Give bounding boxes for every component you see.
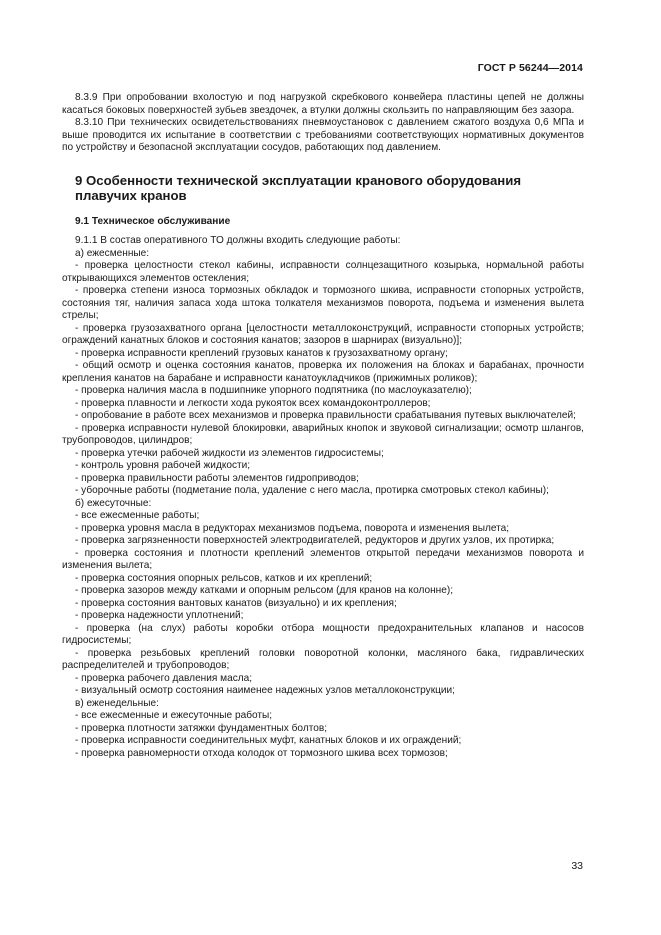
list-item: - все ежесменные работы;: [75, 510, 200, 521]
list-item: - проверка состояния и плотности креплений элементов открытой передачи механизмов поворота и изменения вылета;: [62, 547, 584, 571]
list-item: - визуальный осмотр состояния наименее надежных узлов металлоконструкции;: [75, 685, 455, 696]
list-item: - проверка правильности работы элементов гидроприводов;: [75, 472, 359, 484]
list-item: - проверка исправности соединительных муфт, канатных блоков и их ограждений;: [75, 735, 462, 746]
paragraph-8-3-10: 8.3.10 При технических освидетельствованиях пневмоустановок с давлением сжатого воздуха 0,6 МПа и выше проводится их испытание в соответствии с требованиями соответствующих нормативных документов по устройству и безопасной эксплуатации сосудов, работающих под давлением.: [62, 117, 584, 153]
list-item: - проверка степени износа тормозных обкладок и тормозного шкива, исправности стопорных устройств, состояния тяг, наличия запаса хода штока толкателя механизмов поворота, подъема и изменения вылета стрелы;: [62, 285, 584, 321]
list-item: - общий осмотр и оценка состояния канатов, проверка их положения на блоках и барабанах, прочности крепления канатов на барабане и исправности канатоукладчиков (прижимных роликов);: [62, 360, 584, 384]
list-item: - проверка целостности стекол кабины, исправности солнцезащитного козырька, нормальной работы открывающихся элементов остекления;: [62, 260, 584, 284]
list-item: - проверка плотности затяжки фундаментных болтов;: [75, 722, 327, 734]
list-item: 9.1.1 В состав оперативного ТО должны входить следующие работы:: [75, 235, 401, 246]
standard-code: ГОСТ Р 56244—2014: [477, 62, 583, 74]
list-item: - проверка состояния опорных рельсов, катков и их креплений;: [75, 572, 373, 584]
list-item: - проверка исправности нулевой блокировки, аварийных кнопок и звуковой сигнализации; осмотр шлангов, трубопроводов, цилиндров;: [62, 422, 584, 446]
work-list: [62, 235, 584, 760]
list-item: - проверка равномерности отхода колодок от тормозного шкива всех тормозов;: [75, 747, 448, 759]
list-item: - проверка состояния вантовых канатов (визуально) и их крепления;: [75, 597, 397, 609]
list-item: в) еженедельные:: [75, 697, 159, 709]
list-item: - все ежесменные и ежесуточные работы;: [75, 710, 273, 721]
list-item: - проверка плавности и легкости хода рукояток всех командоконтроллеров;: [75, 397, 431, 409]
list-item: - опробование в работе всех механизмов и проверка правильности срабатывания путевых выключателей;: [75, 410, 576, 421]
list-item: - проверка (на слух) работы коробки отбора мощности предохранительных клапанов и насосов гидросистемы;: [62, 622, 584, 646]
list-item: - проверка резьбовых креплений головки поворотной колонки, масляного бака, гидравлических распределителей и трубопроводов;: [62, 647, 584, 671]
list-item: - контроль уровня рабочей жидкости;: [75, 460, 251, 471]
list-item: б) ежесуточные:: [75, 497, 152, 509]
subsection-title: 9.1 Техническое обслуживание: [75, 215, 231, 227]
list-item: - проверка рабочего давления масла;: [75, 672, 253, 684]
list-item: - проверка наличия масла в подшипнике упорного подпятника (по маслоуказателю);: [75, 385, 472, 396]
page-number: 33: [571, 860, 583, 872]
list-item: - проверка надежности уплотнений;: [75, 610, 244, 621]
list-item: - проверка зазоров между катками и опорным рельсом (для кранов на колонне);: [75, 585, 454, 596]
paragraph-8-3-9: 8.3.9 При опробовании вхолостую и под нагрузкой скребкового конвейера пластины цепей не должны касаться боковых поверхностей зубьев звездочек, а втулки должны скользить по направляющим без зазора.: [62, 92, 584, 116]
list-item: - уборочные работы (подметание пола, удаление с него масла, протирка смотровых стекол кабины);: [75, 485, 549, 496]
list-item: - проверка грузозахватного органа [целостности металлоконструкций, исправности стопорных устройств; ограждений канатных блоков и состояния канатов; зазоров в шарнирах (визуально)];: [62, 322, 584, 346]
document-body: [62, 92, 584, 760]
list-item: - проверка утечки рабочей жидкости из элементов гидросистемы;: [75, 447, 384, 459]
list-item: а) ежесменные:: [75, 247, 150, 259]
list-item: - проверка загрязненности поверхностей электродвигателей, редукторов и других узлов, их протирка;: [75, 535, 555, 546]
section-title: 9 Особенности технической эксплуатации кранового оборудования плавучих кранов: [75, 172, 522, 203]
list-item: - проверка исправности креплений грузовых канатов к грузозахватному органу;: [75, 347, 448, 359]
list-item: - проверка уровня масла в редукторах механизмов подъема, поворота и изменения вылета;: [75, 522, 510, 534]
